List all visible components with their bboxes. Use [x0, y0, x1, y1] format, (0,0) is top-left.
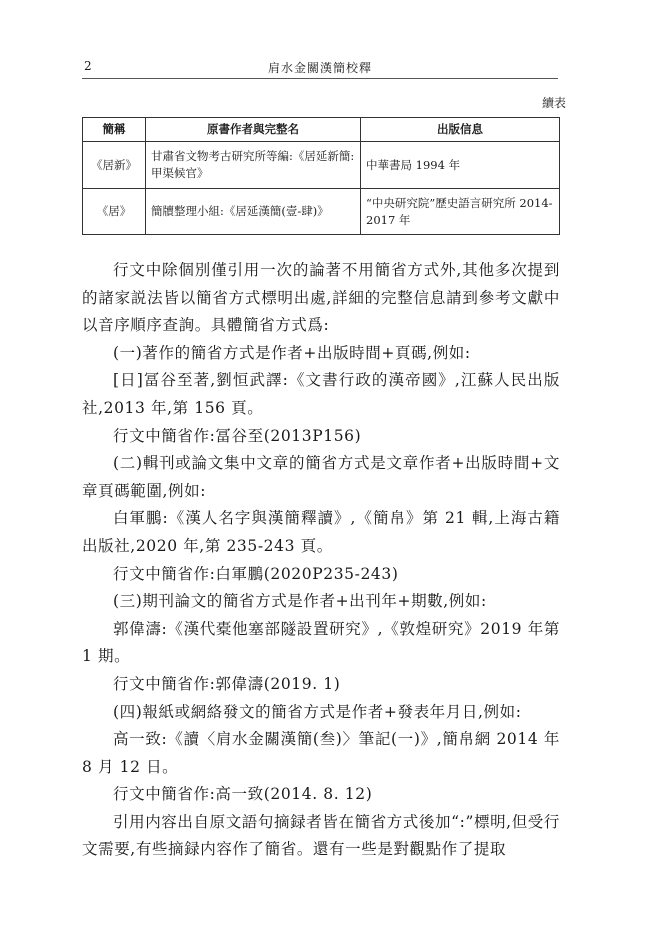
paragraph: (一)著作的簡省方式是作者+出版時間+頁碼,例如:	[113, 343, 471, 362]
table-cell: 《居新》	[83, 142, 146, 189]
paragraph: 行文中簡省作:冨谷至(2013P156)	[113, 426, 362, 445]
table-continued-label: 續表	[541, 96, 566, 110]
paragraph: (四)報紙或網絡發文的簡省方式是作者+發表年月日,例如:	[113, 702, 522, 721]
paragraph: [日]冨谷至著,劉恒武譯:《文書行政的漢帝國》,江蘇人民出版社,2013 年,第 156 頁。	[82, 371, 560, 417]
paragraph: 行文中除個別僅引用一次的論著不用簡省方式外,其他多次提到的諸家説法皆以簡省方式標明出處,詳細的完整信息請到參考文獻中以音序順序查詢。具體簡省方式爲:	[82, 261, 560, 335]
paragraph: (二)輯刊或論文集中文章的簡省方式是文章作者+出版時間+文章頁碼範圍,例如:	[82, 454, 560, 500]
column-header-author-title: 原書作者與完整名	[146, 118, 361, 142]
table-cell: 簡牘整理小組:《居延漢簡(壹-肆)》	[146, 189, 361, 235]
table-row	[83, 142, 560, 189]
page-number: 2	[84, 59, 92, 73]
table-cell: “中央研究院”歷史語言研究所 2014-2017 年	[361, 189, 560, 235]
paragraph: 郭偉濤:《漢代橐他塞部隧設置研究》,《敦煌研究》2019 年第 1 期。	[82, 619, 560, 666]
table-cell: 中華書局 1994 年	[361, 142, 560, 189]
table-cell: 甘肅省文物考古研究所等編:《居延新簡:甲渠候官》	[146, 142, 361, 189]
paragraph: 引用内容出自原文語句摘録者皆在簡省方式後加“:”標明,但受行文需要,有些摘録内容作了簡省。還有一些是對觀點作了提取	[82, 812, 560, 859]
paragraph: 行文中簡省作:高一致(2014. 8. 12)	[113, 785, 373, 804]
paragraph: 行文中簡省作:白軍鵬(2020P235-243)	[113, 564, 399, 583]
paragraph: 白軍鵬:《漢人名字與漢簡釋讀》,《簡帛》第 21 輯,上海古籍出版社,2020 年,第 235-243 頁。	[82, 509, 560, 555]
column-header-publication: 出版信息	[361, 118, 560, 142]
paragraph: 行文中簡省作:郭偉濤(2019. 1)	[113, 674, 341, 693]
column-header-abbreviation: 簡稱	[83, 118, 146, 142]
abbreviation-table	[82, 117, 560, 235]
paragraph: 高一致:《讀〈肩水金關漢簡(叁)〉筆記(一)》,簡帛網 2014 年 8 月 12 日。	[82, 730, 560, 776]
table-row	[83, 189, 560, 235]
paragraph: (三)期刊論文的簡省方式是作者+出刊年+期數,例如:	[113, 592, 487, 611]
body-text	[82, 257, 560, 864]
table-header-row	[83, 118, 560, 142]
running-title: 肩水金關漢簡校釋	[267, 61, 372, 75]
page-header	[82, 56, 558, 79]
table-cell: 《居》	[83, 189, 146, 235]
